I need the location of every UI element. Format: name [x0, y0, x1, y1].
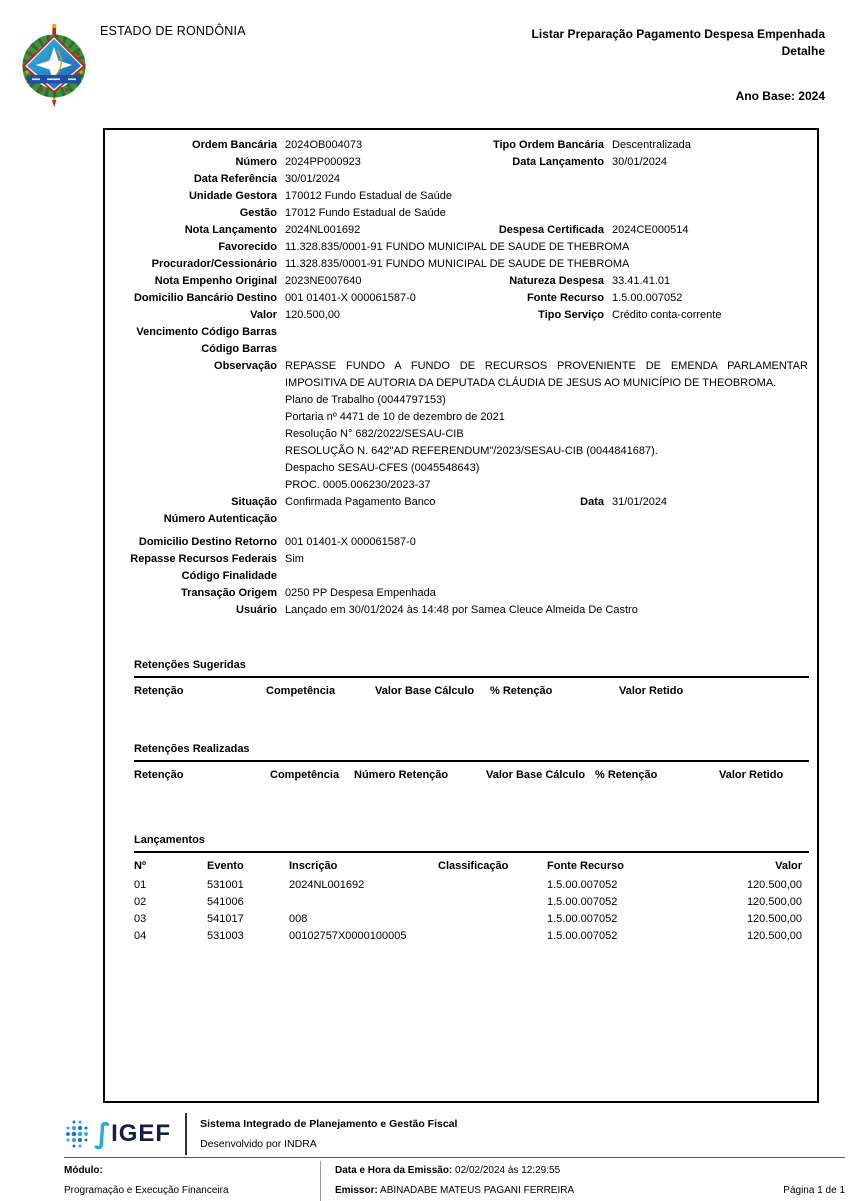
emitter-value: ABINADABE MATEUS PAGANI FERREIRA — [380, 1185, 575, 1196]
field-row — [105, 494, 817, 511]
field-value: 30/01/2024 — [285, 173, 341, 185]
field-label: Ordem Bancária — [192, 139, 277, 151]
column-header: Nº — [134, 860, 146, 872]
table-cell — [438, 894, 547, 911]
field-row — [105, 171, 817, 188]
base-year-label: Ano Base: 2024 — [735, 89, 825, 103]
field-row — [105, 307, 817, 324]
table-cell: 1.5.00.007052 — [547, 879, 618, 891]
field-row — [105, 341, 817, 358]
field-value: 2024NL001692 — [285, 224, 361, 236]
page-number: Página 1 de 1 — [783, 1185, 845, 1196]
observacao-lines — [285, 392, 808, 494]
retencoes-sugeridas-header — [105, 683, 817, 700]
field-row — [105, 273, 817, 290]
column-header: Competência — [270, 769, 340, 781]
field-label: Valor — [250, 309, 277, 321]
observacao-line: RESOLUÇÃO N. 642"AD REFERENDUM"/2023/SESAU-CIB (0044841687). — [285, 445, 658, 457]
field-label: Vencimento Código Barras — [136, 326, 277, 338]
field-row — [105, 205, 817, 222]
section-divider — [134, 676, 809, 678]
column-header: % Retenção — [595, 769, 658, 781]
column-header: Valor Base Cálculo — [375, 685, 475, 697]
table-cell: 120.500,00 — [746, 879, 802, 891]
footer-divider — [64, 1157, 845, 1158]
field-value: 33.41.41.01 — [612, 275, 671, 287]
field-row — [105, 568, 817, 585]
observacao-paragraph: REPASSE FUNDO A FUNDO DE RECURSOS PROVENIENTE DE EMENDA PARLAMENTAR IMPOSITIVA DE AUTORIA DA DEPUTADA CLÁUDIA DE JESUS AO MUNICÍPIO DE THEOBROMA. — [285, 360, 808, 389]
field-value: 170012 Fundo Estadual de Saúde — [285, 190, 452, 202]
field-value: 30/01/2024 — [612, 156, 668, 168]
field-label: Procurador/Cessionário — [151, 258, 277, 270]
field-value — [285, 341, 817, 358]
column-header: Valor Retido — [719, 769, 784, 781]
field-label: Código Finalidade — [181, 570, 277, 582]
report-title-line1: Listar Preparação Pagamento Despesa Empenhada — [531, 27, 825, 41]
field-label: Fonte Recurso — [526, 292, 604, 304]
field-value: Descentralizada — [612, 139, 691, 151]
observacao-line: PROC. 0005.006230/2023-37 — [285, 479, 431, 491]
lancamentos-body — [105, 877, 817, 945]
field-label: Gestão — [239, 207, 277, 219]
emission-value: 02/02/2024 às 12:29:55 — [455, 1165, 561, 1176]
state-name: ESTADO DE RONDÔNIA — [100, 24, 246, 38]
column-header: Fonte Recurso — [547, 860, 625, 872]
field-value: 001 01401-X 000061587-0 — [285, 536, 416, 548]
table-cell: 1.5.00.007052 — [547, 930, 618, 942]
field-row — [105, 239, 817, 256]
module-value: Programação e Execução Financeira — [64, 1185, 229, 1196]
sigef-logo — [64, 1113, 457, 1155]
field-value: 2023NE007640 — [285, 275, 362, 287]
field-value — [285, 511, 817, 528]
table-cell — [438, 877, 547, 894]
field-row — [105, 511, 817, 528]
field-value: 2024PP000923 — [285, 156, 361, 168]
table-row — [105, 928, 817, 945]
observacao-label: Observação — [214, 360, 277, 372]
field-row — [105, 551, 817, 568]
table-cell: 1.5.00.007052 — [547, 896, 618, 908]
field-label: Favorecido — [218, 241, 277, 253]
developed-by: Desenvolvido por INDRA — [200, 1138, 317, 1150]
field-value: Sim — [285, 553, 304, 565]
table-cell: 03 — [134, 913, 147, 925]
footer-module-cell — [64, 1161, 320, 1201]
table-row — [105, 911, 817, 928]
column-header: Classificação — [438, 860, 509, 872]
field-value: 31/01/2024 — [612, 496, 668, 508]
field-value: Crédito conta-corrente — [612, 309, 722, 321]
table-cell: 01 — [134, 879, 147, 891]
column-header: Retenção — [134, 769, 184, 781]
table-cell: 02 — [134, 896, 147, 908]
retencoes-realizadas-header — [105, 767, 817, 784]
detail-fields-2 — [105, 511, 817, 619]
field-row — [105, 154, 817, 171]
field-label: Nota Empenho Original — [154, 275, 277, 287]
table-cell: 1.5.00.007052 — [547, 913, 618, 925]
table-cell: 00102757X0000100005 — [289, 930, 407, 942]
column-header: Número Retenção — [354, 769, 449, 781]
table-cell — [438, 911, 547, 928]
field-value: 11.328.835/0001-91 FUNDO MUNICIPAL DE SAUDE DE THEBROMA — [285, 258, 630, 270]
table-cell — [438, 928, 547, 945]
column-header: Retenção — [134, 685, 184, 697]
table-row — [105, 894, 817, 911]
field-row — [105, 290, 817, 307]
retencoes-sugeridas-title: Retenções Sugeridas — [134, 659, 246, 671]
table-cell: 541006 — [207, 896, 244, 908]
detail-box — [103, 128, 819, 1103]
field-value: 001 01401-X 000061587-0 — [285, 292, 416, 304]
field-row — [105, 534, 817, 551]
table-cell: 2024NL001692 — [289, 879, 365, 891]
table-cell: 541017 — [207, 913, 244, 925]
field-value: 2024OB004073 — [285, 139, 363, 151]
field-label: Tipo Serviço — [538, 309, 604, 321]
retencoes-realizadas-title: Retenções Realizadas — [134, 743, 250, 755]
sigef-caption — [200, 1114, 457, 1154]
field-value: 11.328.835/0001-91 FUNDO MUNICIPAL DE SAUDE DE THEBROMA — [285, 241, 630, 253]
rondonia-coat-of-arms-icon — [13, 22, 95, 113]
column-header: Evento — [207, 860, 244, 872]
observacao-row — [105, 358, 817, 494]
field-row — [105, 256, 817, 273]
situacao-row — [105, 494, 817, 511]
column-header: Valor — [775, 860, 802, 872]
table-cell: 008 — [289, 913, 308, 925]
field-label: Número Autenticação — [163, 513, 277, 525]
field-label: Despesa Certificada — [498, 224, 604, 236]
field-label: Domicilio Bancário Destino — [133, 292, 277, 304]
table-cell: 531001 — [207, 879, 244, 891]
field-label: Número — [235, 156, 277, 168]
field-label: Domicilio Destino Retorno — [138, 536, 277, 548]
field-value: 1.5.00.007052 — [612, 292, 683, 304]
field-label: Unidade Gestora — [188, 190, 277, 202]
field-value: 0250 PP Despesa Empenhada — [285, 587, 436, 599]
field-label: Usuário — [236, 604, 277, 616]
table-cell: 120.500,00 — [746, 930, 802, 942]
field-label: Data — [580, 496, 604, 508]
column-header: Valor Base Cálculo — [486, 769, 586, 781]
observacao-line: Portaria nº 4471 de 10 de dezembro de 2021 — [285, 411, 505, 423]
footer-info — [64, 1161, 845, 1201]
field-label: Repasse Recursos Federais — [130, 553, 277, 565]
field-label: Nota Lançamento — [184, 224, 277, 236]
field-value: Lançado em 30/01/2024 às 14:48 por Samea Cleuce Almeida De Castro — [285, 604, 638, 616]
sigef-wordmark: IGEF — [111, 1120, 172, 1147]
emission-line — [335, 1161, 733, 1181]
logo-divider — [185, 1113, 187, 1155]
observacao-content — [285, 358, 808, 494]
footer-emission-cell — [320, 1161, 733, 1201]
report-title-line2: Detalhe — [781, 44, 825, 58]
column-header: Inscrição — [289, 860, 338, 872]
sigef-s-glyph: ∫ — [94, 1117, 112, 1150]
lancamentos-section — [105, 832, 817, 945]
field-row — [105, 137, 817, 154]
column-header: % Retenção — [490, 685, 553, 697]
module-label: Módulo: — [64, 1165, 103, 1176]
table-row — [105, 877, 817, 894]
table-cell: 120.500,00 — [746, 913, 802, 925]
table-cell: 120.500,00 — [746, 896, 802, 908]
section-divider — [134, 760, 809, 762]
lancamentos-header — [105, 858, 817, 875]
field-label: Transação Origem — [181, 587, 277, 599]
emission-label: Data e Hora da Emissão: — [335, 1165, 453, 1176]
column-header: Valor Retido — [619, 685, 684, 697]
field-row — [105, 222, 817, 239]
column-header: Competência — [266, 685, 336, 697]
table-cell — [289, 894, 438, 911]
field-label: Situação — [231, 496, 277, 508]
field-value: 2024CE000514 — [612, 224, 689, 236]
field-label: Tipo Ordem Bancária — [492, 139, 604, 151]
field-value — [285, 568, 817, 585]
table-cell: 531003 — [207, 930, 244, 942]
field-row — [105, 585, 817, 602]
field-row — [105, 188, 817, 205]
field-value: Confirmada Pagamento Banco — [285, 496, 436, 508]
report-title — [532, 26, 825, 60]
section-divider — [134, 851, 809, 853]
system-name: Sistema Integrado de Planejamento e Gestão Fiscal — [200, 1118, 458, 1130]
field-row — [105, 602, 817, 619]
table-cell: 04 — [134, 930, 147, 942]
field-label: Código Barras — [201, 343, 277, 355]
observacao-line: Despacho SESAU-CFES (0045548643) — [285, 462, 480, 474]
lancamentos-title: Lançamentos — [134, 834, 205, 846]
observacao-line: Plano de Trabalho (0044797153) — [285, 394, 446, 406]
emitter-line — [335, 1181, 733, 1201]
sigef-dots-icon — [64, 1119, 91, 1149]
field-row — [105, 324, 817, 341]
observacao-line: Resolução N° 682/2022/SESAU-CIB — [285, 428, 464, 440]
field-value: 120.500,00 — [285, 309, 341, 321]
field-label: Natureza Despesa — [509, 275, 604, 287]
detail-fields — [105, 130, 817, 358]
field-label: Data Referência — [193, 173, 277, 185]
field-value: 17012 Fundo Estadual de Saúde — [285, 207, 446, 219]
retencoes-sugeridas-section — [105, 657, 817, 700]
field-label: Data Lançamento — [512, 156, 604, 168]
retencoes-realizadas-section — [105, 741, 817, 784]
field-value — [285, 324, 817, 341]
emitter-label: Emissor: — [335, 1185, 378, 1196]
